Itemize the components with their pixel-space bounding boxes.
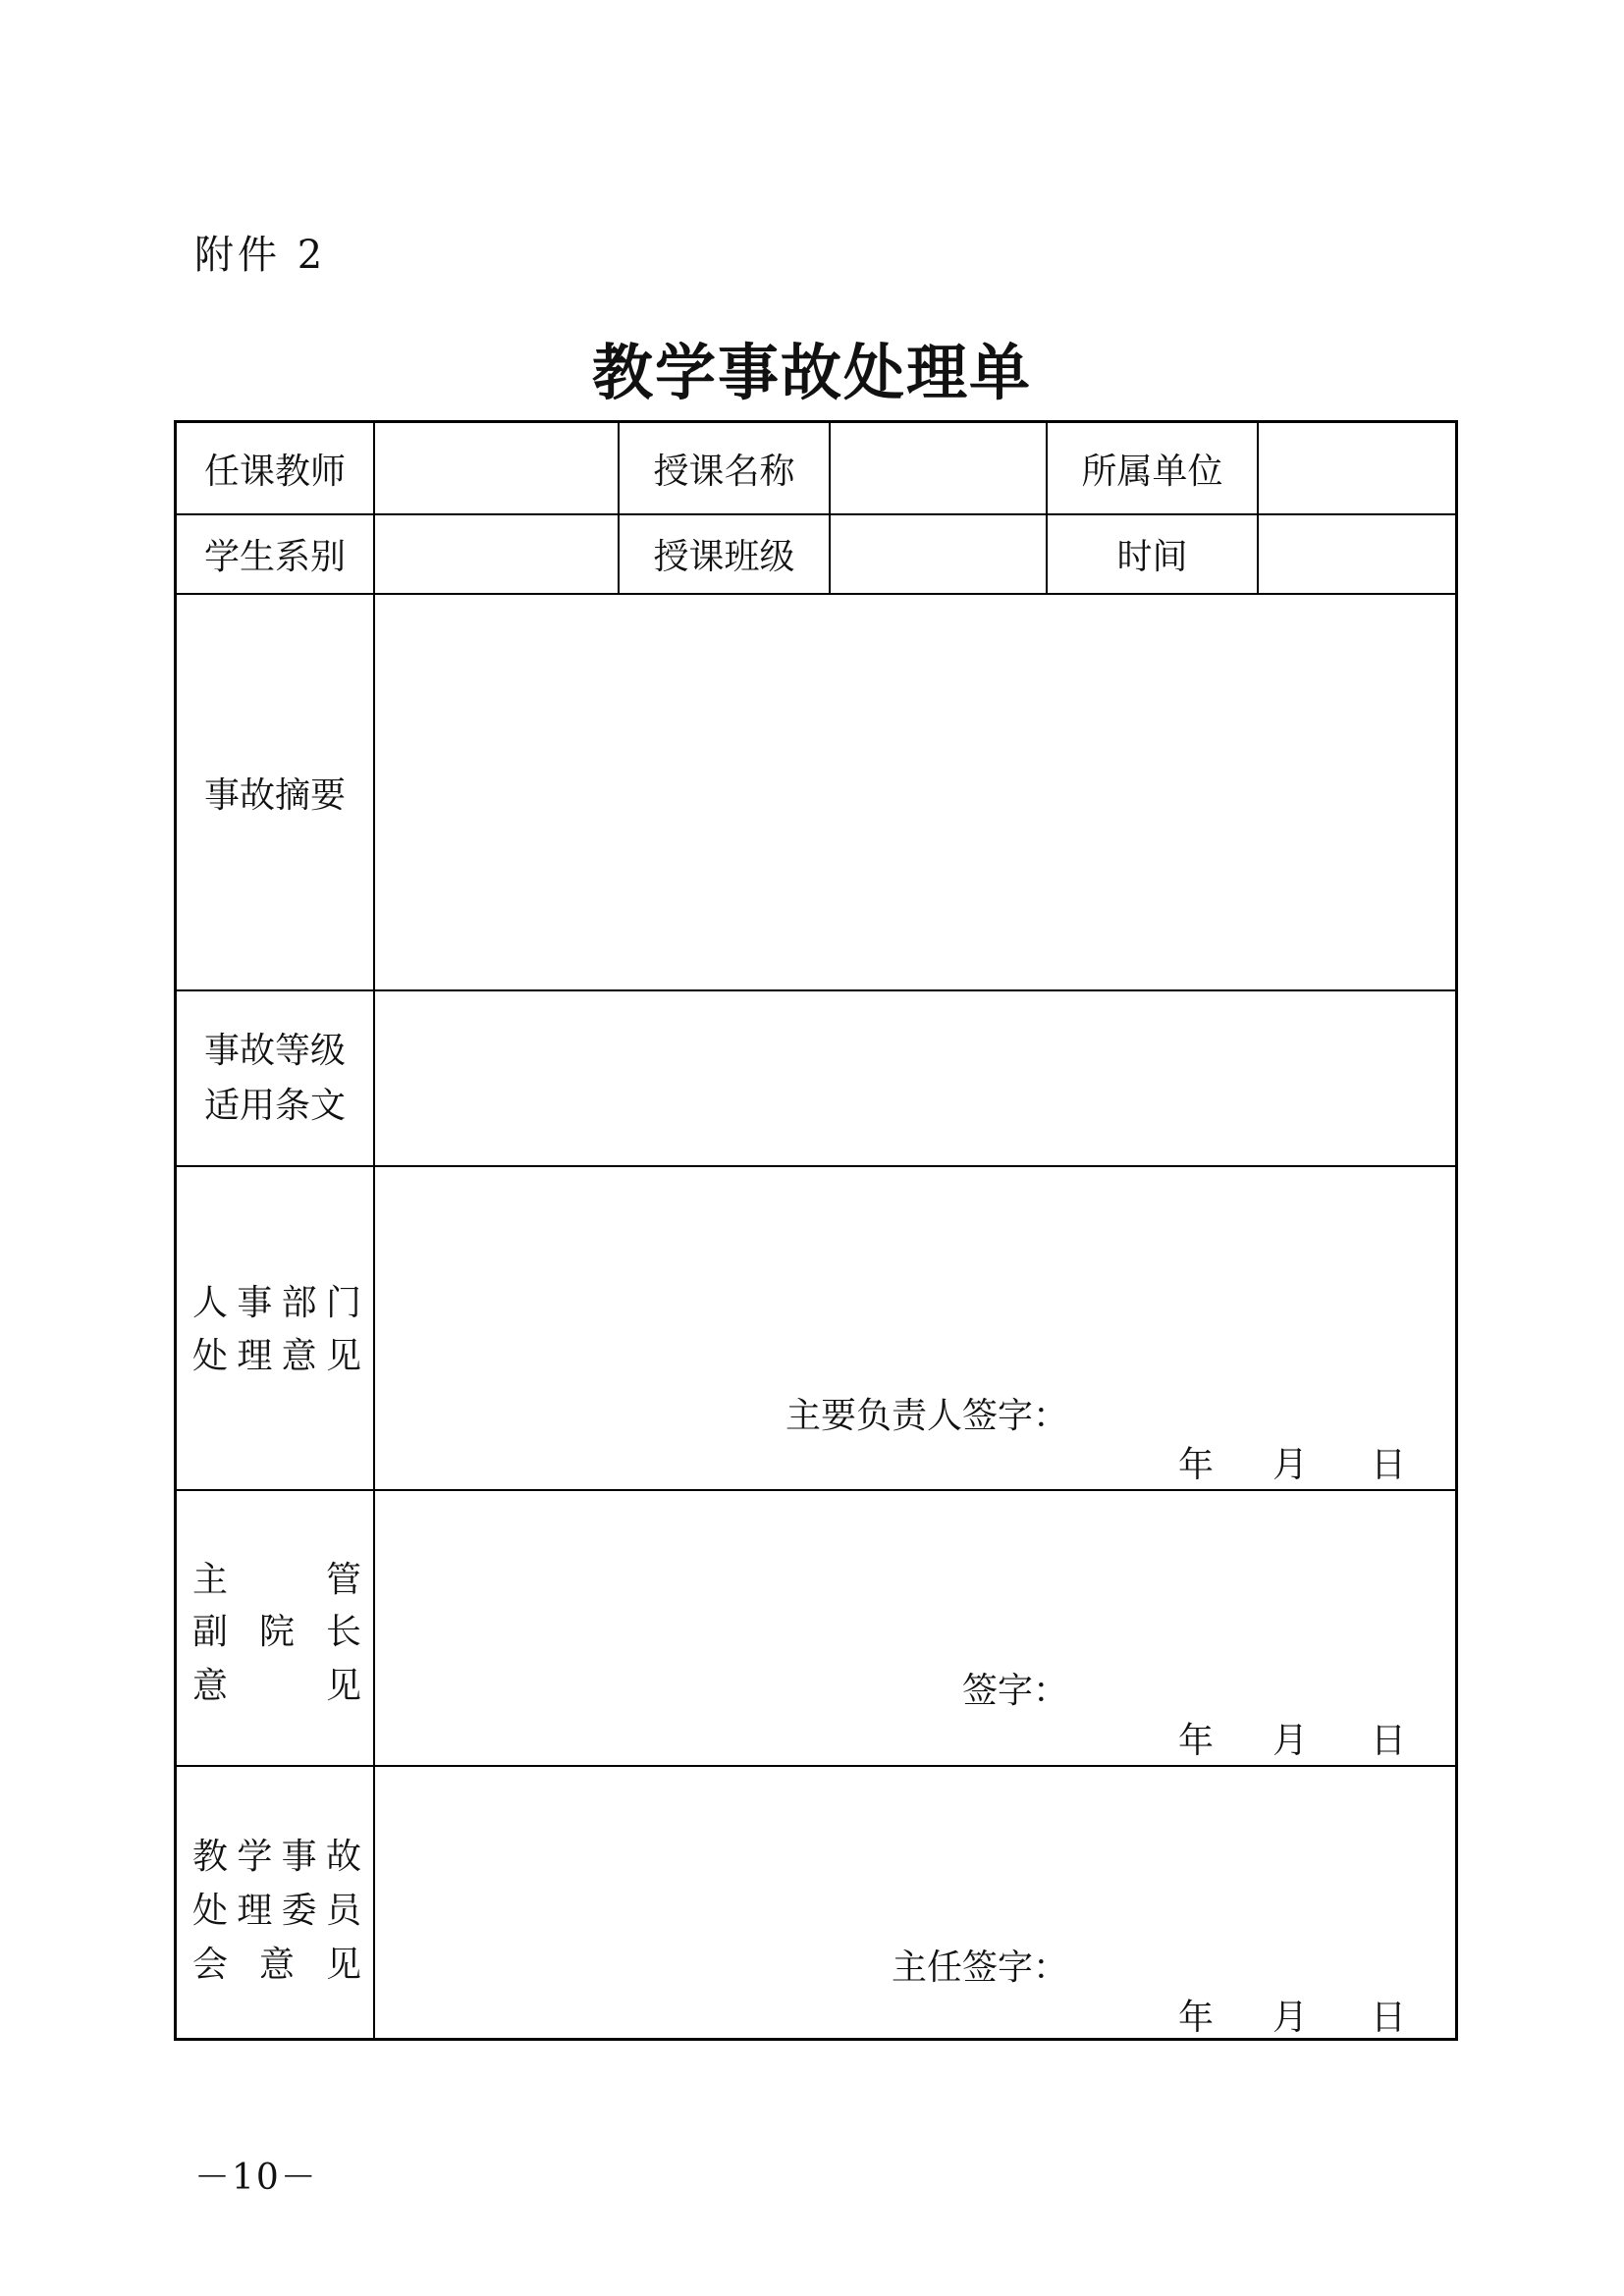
hr-month-label: 月 bbox=[1272, 1445, 1309, 1485]
vp-label-line2 bbox=[192, 1604, 361, 1654]
vp-signature-label: 签字： bbox=[961, 1671, 1068, 1711]
hr-label-char: 部 bbox=[281, 1283, 317, 1323]
page-title: 教学事故处理单 bbox=[591, 337, 1032, 408]
vp-month-label: 月 bbox=[1272, 1721, 1309, 1761]
vp-label-char: 副 bbox=[192, 1612, 229, 1652]
vp-label-line1 bbox=[192, 1552, 361, 1602]
committee-year-label: 年 bbox=[1178, 1998, 1215, 2038]
vp-label-line3 bbox=[192, 1658, 361, 1708]
committee-label-char: 见 bbox=[325, 1945, 361, 1985]
vp-date bbox=[177, 1713, 1455, 1761]
committee-label-char: 意 bbox=[258, 1945, 295, 1985]
hr-signature-label: 主要负责人签字： bbox=[785, 1396, 1068, 1436]
committee-label-char: 理 bbox=[237, 1891, 273, 1931]
unit-field[interactable] bbox=[1259, 423, 1455, 513]
attachment-label: 附件 2 bbox=[194, 233, 327, 278]
hr-year-label: 年 bbox=[1178, 1445, 1215, 1485]
vp-year-label: 年 bbox=[1178, 1721, 1215, 1761]
committee-month-label: 月 bbox=[1272, 1998, 1309, 2038]
hr-date bbox=[177, 1437, 1455, 1485]
hr-label-char: 见 bbox=[325, 1336, 361, 1376]
committee-label-line1 bbox=[192, 1829, 361, 1879]
committee-label-char: 处 bbox=[192, 1891, 229, 1931]
level-label bbox=[177, 991, 373, 1165]
student-dept-label: 学生系别 bbox=[203, 537, 346, 577]
hr-label-char: 事 bbox=[237, 1283, 273, 1323]
hr-label-char: 人 bbox=[192, 1283, 229, 1323]
committee-signature-label: 主任签字： bbox=[891, 1948, 1068, 1988]
vp-label-char: 长 bbox=[325, 1612, 361, 1652]
vp-label-char: 意 bbox=[192, 1666, 229, 1706]
committee-day-label: 日 bbox=[1371, 1998, 1407, 2038]
vp-label-char: 见 bbox=[325, 1666, 361, 1706]
class-label: 授课班级 bbox=[653, 537, 795, 577]
time-label: 时间 bbox=[1116, 537, 1188, 577]
unit-label: 所属单位 bbox=[1081, 451, 1223, 492]
hr-label-char: 意 bbox=[281, 1336, 317, 1376]
hr-label-line1 bbox=[192, 1275, 361, 1325]
incident-form bbox=[174, 420, 1458, 2041]
hr-label-line2 bbox=[192, 1328, 361, 1378]
student-dept-field[interactable] bbox=[375, 515, 618, 593]
hr-day-label: 日 bbox=[1371, 1445, 1407, 1485]
committee-label-line3 bbox=[192, 1937, 361, 1987]
committee-label-char: 委 bbox=[281, 1891, 317, 1931]
committee-label-char: 学 bbox=[237, 1837, 273, 1877]
time-field[interactable] bbox=[1259, 515, 1455, 593]
course-name-field[interactable] bbox=[831, 423, 1046, 513]
hr-label-char: 处 bbox=[192, 1336, 229, 1376]
vp-label-char: 管 bbox=[325, 1560, 361, 1600]
committee-label-line2 bbox=[192, 1883, 361, 1933]
teacher-label: 任课教师 bbox=[203, 451, 346, 492]
committee-label-char: 教 bbox=[192, 1837, 229, 1877]
committee-label-char: 故 bbox=[325, 1837, 361, 1877]
hr-label-char: 门 bbox=[325, 1283, 361, 1323]
page-number: －10－ bbox=[194, 2158, 318, 2198]
course-name-label: 授课名称 bbox=[653, 451, 795, 492]
committee-label-char: 员 bbox=[325, 1891, 361, 1931]
hr-label-char: 理 bbox=[237, 1336, 273, 1376]
class-field[interactable] bbox=[831, 515, 1046, 593]
committee-label-char: 会 bbox=[192, 1945, 229, 1985]
committee-date bbox=[177, 1990, 1455, 2038]
vp-label-char: 院 bbox=[258, 1612, 295, 1652]
level-label-line1: 事故等级 bbox=[203, 1030, 346, 1071]
committee-label-char: 事 bbox=[281, 1837, 317, 1877]
vp-label-char: 主 bbox=[192, 1560, 229, 1600]
level-label-line2: 适用条文 bbox=[203, 1085, 346, 1126]
teacher-field[interactable] bbox=[375, 423, 618, 513]
vp-day-label: 日 bbox=[1371, 1721, 1407, 1761]
summary-label: 事故摘要 bbox=[203, 774, 346, 816]
